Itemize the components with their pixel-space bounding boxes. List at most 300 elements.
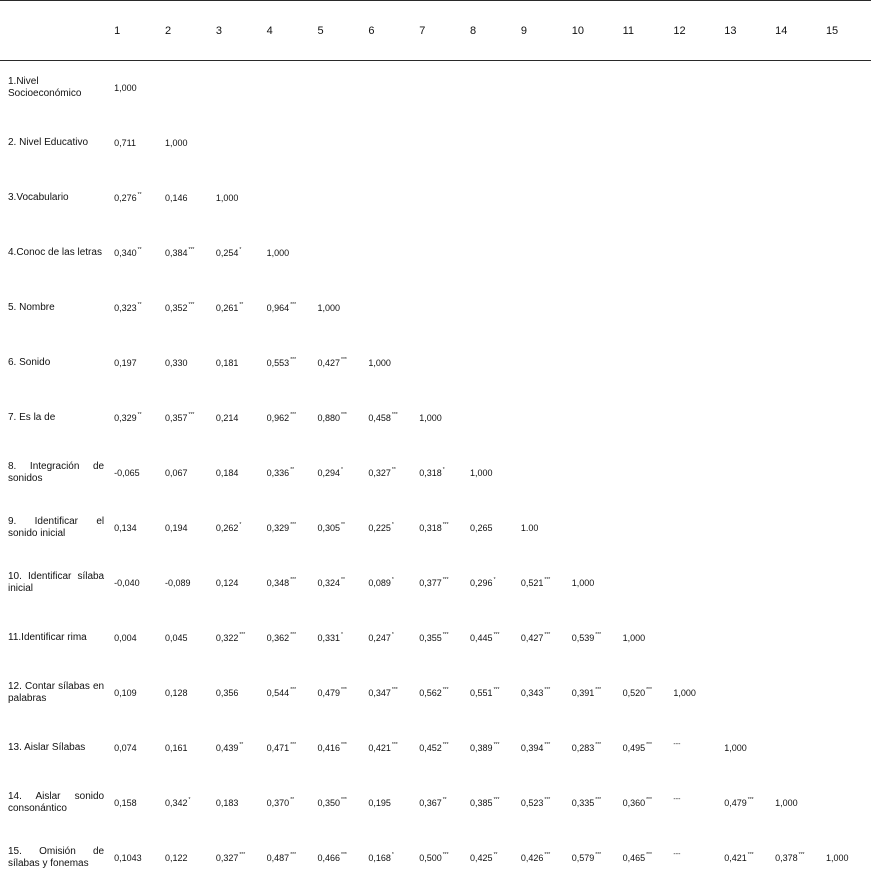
cell-value: 1,000 — [164, 137, 188, 148]
significance-marker: ** — [239, 302, 244, 309]
table-cell — [718, 501, 769, 556]
significance-marker: * — [239, 522, 242, 529]
table-cell — [515, 666, 566, 721]
significance-marker: ** — [493, 852, 498, 859]
cell-value: 0,378 — [775, 852, 798, 863]
cell-value: 0,254 — [215, 247, 239, 258]
table-cell — [362, 391, 413, 446]
row-label: 15. Omisión de sílabas y fonemas — [8, 846, 105, 869]
row-label: 11.Identificar rima — [8, 632, 87, 643]
cell-value: 0,520 — [622, 687, 646, 698]
cell-value: 0,579 — [571, 852, 595, 863]
table-cell — [108, 116, 159, 171]
table-cell — [159, 666, 210, 721]
cell-value: 0,262 — [215, 522, 239, 533]
significance-marker: ** — [442, 797, 447, 804]
table-cell — [667, 831, 718, 886]
significance-marker: *** — [188, 247, 195, 254]
column-header-11: 11 — [617, 1, 668, 61]
significance-marker: ** — [239, 742, 244, 749]
cell-value: 0,466 — [317, 852, 341, 863]
table-cell — [718, 831, 769, 886]
significance-marker: ** — [137, 412, 142, 419]
cell-value: 0,377 — [419, 577, 442, 588]
table-cell — [261, 831, 312, 886]
significance-marker: *** — [646, 742, 652, 749]
table-cell — [820, 281, 871, 336]
table-cell — [464, 391, 515, 446]
table-cell — [159, 336, 210, 391]
table-cell — [312, 831, 363, 886]
significance-marker: *** — [290, 357, 297, 364]
cell-value: 0,347 — [368, 687, 391, 698]
significance-marker: *** — [493, 687, 500, 694]
table-cell — [261, 446, 312, 501]
table-row — [0, 721, 871, 776]
table-cell — [515, 776, 566, 831]
cell-value: 1,000 — [724, 742, 747, 753]
significance-marker: * — [391, 852, 394, 859]
cell-value: 0,362 — [266, 632, 290, 643]
cell-value: 0,195 — [368, 797, 391, 808]
table-cell — [210, 226, 261, 281]
table-cell — [566, 391, 617, 446]
table-cell — [108, 666, 159, 721]
cell-value: 0,184 — [215, 467, 239, 478]
table-cell — [718, 776, 769, 831]
table-cell — [362, 721, 413, 776]
significance-marker: *** — [290, 302, 297, 309]
row-label: 13. Aislar Sílabas — [8, 742, 86, 753]
significance-marker: *** — [493, 797, 500, 804]
cell-value: 0,161 — [164, 742, 188, 753]
table-cell — [261, 116, 312, 171]
table-cell — [566, 336, 617, 391]
table-cell — [413, 336, 464, 391]
cell-value: 0,294 — [317, 467, 341, 478]
table-cell — [413, 116, 464, 171]
row-label: 7. Es la de — [8, 412, 56, 423]
table-cell — [515, 446, 566, 501]
cell-value: 0,421 — [368, 742, 391, 753]
cell-value: 0,146 — [164, 192, 188, 203]
table-cell — [312, 446, 363, 501]
significance-marker: *** — [595, 632, 602, 639]
cell-value: 0,439 — [215, 742, 239, 753]
column-header-1: 1 — [108, 1, 159, 61]
table-cell — [667, 776, 718, 831]
cell-value: 0,479 — [724, 797, 747, 808]
cell-value: --- — [673, 795, 681, 803]
cell-value: -0,065 — [114, 467, 140, 478]
table-cell — [718, 336, 769, 391]
table-cell — [515, 116, 566, 171]
cell-value: 0,562 — [419, 687, 442, 698]
table-cell — [261, 336, 312, 391]
cell-value: 0,391 — [571, 687, 595, 698]
cell-value: 0,225 — [368, 522, 391, 533]
cell-value: 0,336 — [266, 467, 290, 478]
cell-value: 0,074 — [114, 742, 137, 753]
cell-value: 0,329 — [114, 412, 137, 423]
cell-value: 0,962 — [266, 412, 290, 423]
table-cell — [617, 446, 668, 501]
table-cell — [769, 721, 820, 776]
significance-marker: *** — [290, 412, 297, 419]
table-cell — [413, 446, 464, 501]
table-cell — [362, 831, 413, 886]
significance-marker: *** — [544, 632, 551, 639]
significance-marker: *** — [341, 742, 347, 749]
cell-value: 1,000 — [419, 412, 442, 423]
row-label: 2. Nivel Educativo — [8, 137, 89, 148]
table-cell — [210, 281, 261, 336]
table-cell — [566, 666, 617, 721]
significance-marker: *** — [747, 797, 754, 804]
cell-value: 0,128 — [164, 687, 188, 698]
table-cell — [515, 281, 566, 336]
table-row — [0, 281, 871, 336]
table-cell — [464, 281, 515, 336]
table-cell — [210, 116, 261, 171]
significance-marker: *** — [290, 852, 297, 859]
table-cell — [413, 776, 464, 831]
table-cell — [820, 556, 871, 611]
table-cell — [667, 391, 718, 446]
table-cell — [667, 226, 718, 281]
table-cell — [413, 721, 464, 776]
table-cell — [210, 336, 261, 391]
significance-marker: ** — [137, 192, 142, 199]
column-header-12: 12 — [667, 1, 718, 61]
table-cell — [159, 116, 210, 171]
cell-value: --- — [673, 850, 681, 858]
table-cell — [261, 721, 312, 776]
table-cell — [718, 391, 769, 446]
cell-value: 0,357 — [164, 412, 188, 423]
table-cell — [210, 721, 261, 776]
table-cell — [464, 226, 515, 281]
significance-marker: *** — [341, 412, 347, 419]
table-cell — [718, 611, 769, 666]
row-label: 1.Nivel Socioeconómico — [8, 76, 82, 100]
column-header-8: 8 — [464, 1, 515, 61]
table-cell — [667, 556, 718, 611]
table-cell — [667, 446, 718, 501]
table-cell — [718, 171, 769, 226]
table-row — [0, 501, 871, 556]
cell-value: 0,479 — [317, 687, 341, 698]
significance-marker: *** — [595, 797, 602, 804]
cell-value: 0,329 — [266, 522, 290, 533]
table-body — [0, 61, 871, 886]
table-cell — [464, 611, 515, 666]
row-label: 14. Aislar sonido consonántico — [8, 791, 105, 814]
table-cell — [769, 336, 820, 391]
table-cell — [413, 666, 464, 721]
cell-value: 0,350 — [317, 797, 341, 808]
table-cell — [210, 776, 261, 831]
table-cell — [413, 226, 464, 281]
table-cell — [108, 61, 159, 116]
table-cell — [566, 226, 617, 281]
column-header-4: 4 — [261, 1, 312, 61]
table-cell — [769, 831, 820, 886]
table-cell — [617, 666, 668, 721]
cell-value: 1,000 — [266, 247, 290, 258]
significance-marker: *** — [188, 302, 195, 309]
table-cell — [312, 556, 363, 611]
cell-value: 0,318 — [419, 522, 442, 533]
cell-value: 0,124 — [215, 577, 239, 588]
column-header-6: 6 — [362, 1, 413, 61]
table-cell — [617, 556, 668, 611]
table-cell — [566, 281, 617, 336]
cell-value: 0,539 — [571, 632, 595, 643]
table-cell — [362, 446, 413, 501]
table-cell — [261, 776, 312, 831]
cell-value: 0,331 — [317, 632, 341, 643]
table-cell — [617, 831, 668, 886]
significance-marker: *** — [595, 687, 602, 694]
cell-value: 0,458 — [368, 412, 391, 423]
table-cell — [108, 831, 159, 886]
table-cell — [464, 171, 515, 226]
table-row — [0, 336, 871, 391]
column-header-9: 9 — [515, 1, 566, 61]
table-cell — [769, 611, 820, 666]
table-cell — [769, 391, 820, 446]
cell-value: 0,352 — [164, 302, 188, 313]
row-label: 10. Identificar sílaba inicial — [8, 571, 105, 594]
column-header-13: 13 — [718, 1, 769, 61]
table-cell — [667, 501, 718, 556]
table-cell — [108, 226, 159, 281]
table-cell — [159, 61, 210, 116]
cell-value: 0,544 — [266, 687, 290, 698]
table-cell — [464, 61, 515, 116]
table-cell — [108, 391, 159, 446]
table-cell — [159, 611, 210, 666]
row-label: 9. Identificar el sonido inicial — [8, 516, 105, 539]
significance-marker: *** — [747, 852, 754, 859]
table-cell — [413, 501, 464, 556]
table-cell — [515, 556, 566, 611]
cell-value: 0,452 — [419, 742, 442, 753]
cell-value: 0,247 — [368, 632, 391, 643]
significance-marker: *** — [493, 632, 500, 639]
cell-value: 0,183 — [215, 797, 239, 808]
cell-value: 0,296 — [470, 577, 493, 588]
cell-value: 0,521 — [520, 577, 544, 588]
table-cell — [108, 611, 159, 666]
significance-marker: *** — [544, 577, 551, 584]
table-cell — [464, 776, 515, 831]
significance-marker: ** — [290, 467, 295, 474]
significance-marker: *** — [442, 522, 449, 529]
table-cell — [820, 391, 871, 446]
cell-value: 0,348 — [266, 577, 290, 588]
table-cell — [769, 171, 820, 226]
cell-value: 0,134 — [114, 522, 137, 533]
significance-marker: ** — [341, 577, 345, 584]
table-cell — [617, 501, 668, 556]
significance-marker: * — [442, 467, 445, 474]
significance-marker: *** — [341, 852, 347, 859]
cell-value: 0,964 — [266, 302, 290, 313]
cell-value: 0,327 — [368, 467, 391, 478]
significance-marker: * — [239, 247, 242, 254]
table-row — [0, 391, 871, 446]
table-cell — [820, 666, 871, 721]
cell-value: 0,324 — [317, 577, 341, 588]
table-row — [0, 226, 871, 281]
significance-marker: *** — [341, 687, 347, 694]
significance-marker: *** — [646, 852, 652, 859]
table-cell — [312, 281, 363, 336]
table-cell — [108, 281, 159, 336]
table-cell — [108, 336, 159, 391]
cell-value: -0,089 — [164, 577, 191, 588]
table-row — [0, 116, 871, 171]
table-cell — [769, 776, 820, 831]
table-cell — [464, 116, 515, 171]
cell-value: 1.00 — [520, 522, 539, 533]
table-cell — [362, 501, 413, 556]
significance-marker: * — [493, 577, 496, 584]
table-cell — [261, 501, 312, 556]
column-header-3: 3 — [210, 1, 261, 61]
cell-value: 0,276 — [114, 192, 137, 203]
table-cell — [718, 556, 769, 611]
table-cell — [566, 446, 617, 501]
table-cell — [769, 446, 820, 501]
cell-value: 0,004 — [114, 632, 137, 643]
table-cell — [820, 61, 871, 116]
significance-marker: *** — [595, 852, 602, 859]
cell-value: 0,261 — [215, 302, 239, 313]
cell-value: 0,323 — [114, 302, 137, 313]
table-cell — [312, 336, 363, 391]
table-cell — [210, 391, 261, 446]
cell-value: 0,385 — [470, 797, 493, 808]
table-cell — [312, 611, 363, 666]
table-cell — [617, 116, 668, 171]
cell-value: 1,000 — [825, 852, 849, 863]
cell-value: 0,194 — [164, 522, 188, 533]
significance-marker: * — [391, 522, 394, 529]
cell-value: 0,465 — [622, 852, 646, 863]
table-cell — [413, 171, 464, 226]
column-header-14: 14 — [769, 1, 820, 61]
table-cell — [515, 61, 566, 116]
table-cell — [617, 721, 668, 776]
significance-marker: ** — [391, 467, 396, 474]
table-cell — [108, 776, 159, 831]
table-cell — [464, 831, 515, 886]
table-cell — [820, 611, 871, 666]
table-cell — [210, 446, 261, 501]
table-cell — [820, 831, 871, 886]
cell-value: 0,394 — [520, 742, 544, 753]
column-header-2: 2 — [159, 1, 210, 61]
table-cell — [413, 281, 464, 336]
significance-marker: *** — [341, 797, 347, 804]
table-cell — [515, 721, 566, 776]
cell-value: 1,000 — [368, 357, 391, 368]
table-cell — [362, 556, 413, 611]
table-cell — [413, 61, 464, 116]
table-cell — [261, 226, 312, 281]
table-cell — [464, 446, 515, 501]
cell-value: 0,343 — [520, 687, 544, 698]
significance-marker: *** — [391, 742, 398, 749]
table-cell — [769, 666, 820, 721]
cell-value: 0,181 — [215, 357, 239, 368]
cell-value: 0,500 — [419, 852, 442, 863]
table-cell — [617, 776, 668, 831]
row-label: 6. Sonido — [8, 357, 51, 368]
cell-value: 0,711 — [114, 137, 136, 148]
table-cell — [413, 391, 464, 446]
significance-marker: *** — [239, 632, 246, 639]
significance-marker: *** — [290, 522, 297, 529]
cell-value: 0,283 — [571, 742, 595, 753]
table-cell — [362, 281, 413, 336]
cell-value: 0,318 — [419, 467, 442, 478]
cell-value: 0,089 — [368, 577, 391, 588]
cell-value: 0,158 — [114, 797, 137, 808]
cell-value: 0,495 — [622, 742, 646, 753]
table-cell — [312, 501, 363, 556]
table-cell — [667, 281, 718, 336]
table-cell — [159, 281, 210, 336]
table-cell — [515, 611, 566, 666]
table-cell — [566, 501, 617, 556]
significance-marker: *** — [442, 632, 449, 639]
table-row — [0, 776, 871, 831]
cell-value: 1,000 — [114, 82, 137, 93]
significance-marker: *** — [493, 742, 500, 749]
table-cell — [159, 556, 210, 611]
table-cell — [667, 171, 718, 226]
cell-value: 0,265 — [470, 522, 493, 533]
table-row — [0, 61, 871, 116]
table-cell — [362, 776, 413, 831]
table-row — [0, 171, 871, 226]
significance-marker: *** — [544, 742, 551, 749]
header-row — [0, 1, 871, 61]
significance-marker: *** — [290, 632, 297, 639]
table-cell — [159, 226, 210, 281]
table-cell — [210, 171, 261, 226]
table-cell — [667, 336, 718, 391]
table-row — [0, 556, 871, 611]
significance-marker: *** — [290, 687, 297, 694]
table-cell — [108, 721, 159, 776]
table-cell — [159, 831, 210, 886]
significance-marker: *** — [290, 742, 297, 749]
table-cell — [413, 556, 464, 611]
table-cell — [312, 61, 363, 116]
row-label: 3.Vocabulario — [8, 192, 69, 203]
table-cell — [261, 171, 312, 226]
table-cell — [261, 61, 312, 116]
significance-marker: * — [341, 467, 343, 474]
cell-value: 0,370 — [266, 797, 290, 808]
table-cell — [210, 611, 261, 666]
table-cell — [261, 611, 312, 666]
